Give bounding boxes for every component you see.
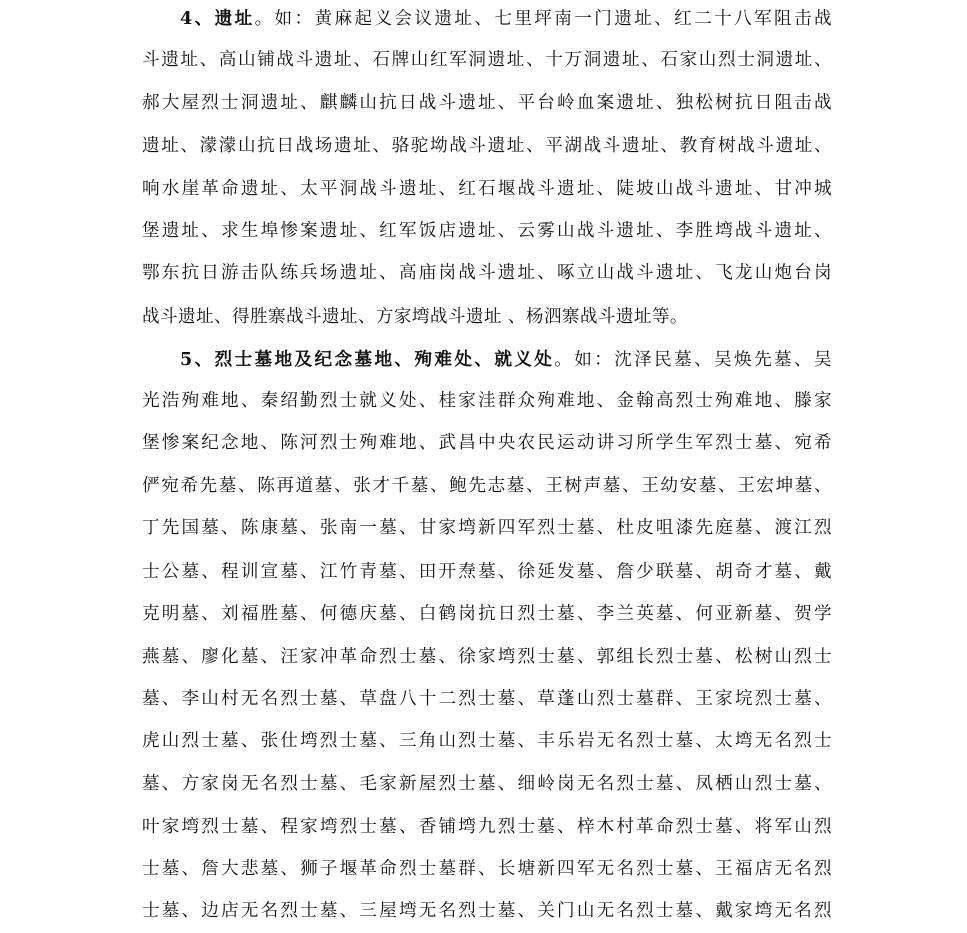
text-line: 墓、李山村无名烈士墓、草盘八十二烈士墓、草蓬山烈士墓群、王家垸烈士墓、 — [142, 689, 832, 709]
section-4-heading: 4、遗址 — [180, 8, 255, 29]
text-line: 战斗遗址、得胜寨战斗遗址、方家塆战斗遗址 、杨泗寨战斗遗址等。 — [142, 307, 688, 327]
text-line: 光浩殉难地、秦绍勤烈士就义处、桂家洼群众殉难地、金翰高烈士殉难地、滕家 — [142, 391, 832, 411]
text-line: 堡惨案纪念地、陈河烈士殉难地、武昌中央农民运动讲习所学生军烈士墓、宛希 — [142, 433, 832, 453]
text-line: 叶家塆烈士墓、程家塆烈士墓、香铺塆九烈士墓、梓木村革命烈士墓、将军山烈 — [142, 817, 832, 837]
section-5-heading: 5、烈士墓地及纪念墓地、殉难处、就义处 — [180, 349, 555, 370]
text-line: 鄂东抗日游击队练兵场遗址、高庙岗战斗遗址、啄立山战斗遗址、飞龙山炮台岗 — [142, 263, 832, 283]
text-line: 士墓、边店无名烈士墓、三屋塆无名烈士墓、关门山无名烈士墓、戴家塆无名烈 — [142, 901, 832, 921]
text-line: 响水崖革命遗址、太平洞战斗遗址、红石堰战斗遗址、陡坡山战斗遗址、甘冲城 — [142, 179, 832, 199]
text-line: 墓、方家岗无名烈士墓、毛家新屋烈士墓、细岭岗无名烈士墓、凤栖山烈士墓、 — [142, 774, 832, 794]
text-line: 俨宛希先墓、陈再道墓、张才千墓、鲍先志墓、王树声墓、王幼安墓、王宏坤墓、 — [142, 476, 832, 496]
text-line: 虎山烈士墓、张仕塆烈士墓、三角山烈士墓、丰乐岩无名烈士墓、太塆无名烈士 — [142, 731, 832, 751]
text-line: 丁先国墓、陈康墓、张南一墓、甘家塆新四军烈士墓、杜皮咀漆先庭墓、渡江烈 — [142, 518, 832, 538]
text-line: 堡遗址、求生埠惨案遗址、红军饭店遗址、云雾山战斗遗址、李胜塆战斗遗址、 — [142, 221, 832, 241]
section-4-intro: 。如：黄麻起义会议遗址、七里坪南一门遗址、红二十八军阻击战 — [254, 9, 832, 29]
text-line: 士公墓、程训宣墓、江竹青墓、田开焘墓、徐延发墓、詹少联墓、胡奇才墓、戴 — [142, 562, 832, 582]
section-5-first-line — [180, 338, 832, 381]
text-line: 遗址、濛濛山抗日战场遗址、骆驼坳战斗遗址、平湖战斗遗址、教育树战斗遗址、 — [142, 136, 832, 156]
text-line: 郝大屋烈士洞遗址、麒麟山抗日战斗遗址、平台岭血案遗址、独松树抗日阻击战 — [142, 93, 832, 113]
text-line: 斗遗址、高山铺战斗遗址、石牌山红军洞遗址、十万洞遗址、石家山烈士洞遗址、 — [142, 50, 832, 70]
section-5-intro: 。如：沈泽民墓、吴焕先墓、吴 — [554, 350, 832, 370]
text-line: 燕墓、廖化墓、汪家冲革命烈士墓、徐家塆烈士墓、郭组长烈士墓、松树山烈士 — [142, 647, 832, 667]
text-line: 克明墓、刘福胜墓、何德庆墓、白鹤岗抗日烈士墓、李兰英墓、何亚新墓、贺学 — [142, 604, 832, 624]
text-line: 士墓、詹大悲墓、狮子堰革命烈士墓群、长塘新四军无名烈士墓、王福店无名烈 — [142, 859, 832, 879]
section-4-first-line — [180, 0, 832, 40]
